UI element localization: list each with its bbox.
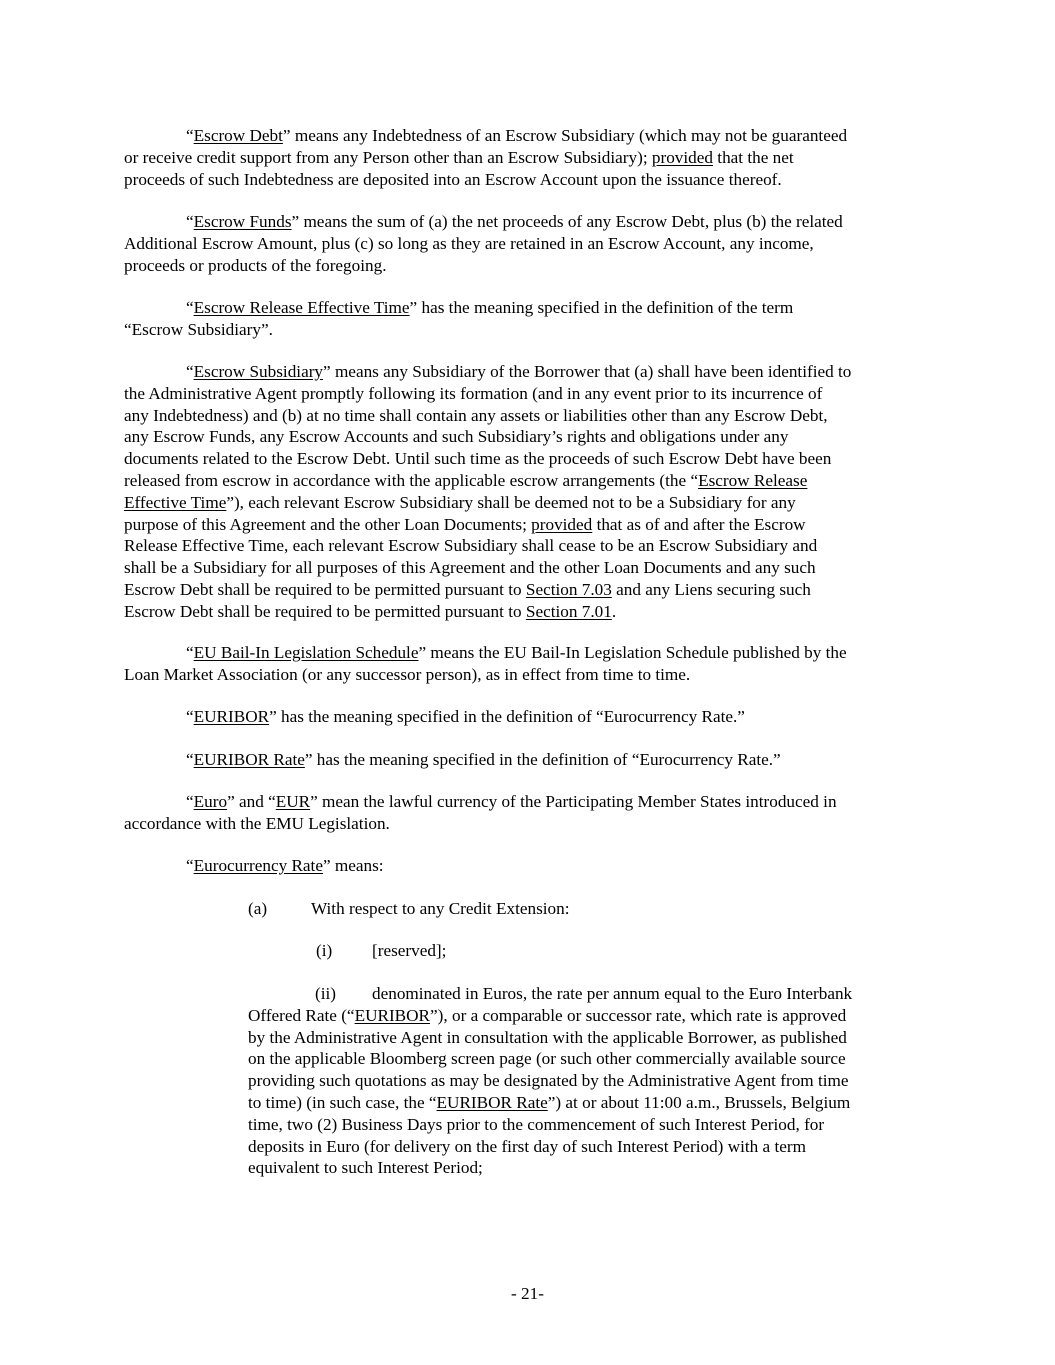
defined-term: EUR bbox=[275, 792, 311, 811]
page-number: - 21- bbox=[511, 1284, 544, 1303]
clause-ii: (ii) denominated in Euros, the rate per annum equal to the Euro Interbank Offered Rate (“EURIBOR”), or a comparable or successor rate, which rate is approved by the Administrative Agent in consultation with the applicable Borrower, as published on the applicable Bloomberg screen page (or such other commercially available source providing such quotations as may be designated by the Administrative Agent from time to time) (in such case, the “EURIBOR Rate”) at or about 11:00 a.m., Brussels, Belgium time, two (2) Business Days prior to the commencement of such Interest Period, for deposits in Euro (for delivery on the first day of such Interest Period) with a term equivalent to such Interest Period; bbox=[248, 984, 853, 1178]
defined-term: Escrow Funds bbox=[193, 212, 292, 231]
section-reference: Section 7.01 bbox=[525, 601, 612, 621]
definition-euro: “Euro” and “EUR” mean the lawful currency of the Participating Member States introduced in accordance with the EMU Legislation. bbox=[124, 792, 837, 833]
clause-label: (a) bbox=[248, 899, 268, 918]
defined-term: Eurocurrency Rate bbox=[193, 856, 323, 875]
definition-eurocurrency-rate: “Eurocurrency Rate” means: bbox=[186, 856, 384, 875]
defined-term: EURIBOR bbox=[354, 1005, 431, 1025]
defined-term: EURIBOR Rate bbox=[436, 1092, 548, 1112]
defined-term: EU Bail-In Legislation Schedule bbox=[193, 643, 419, 662]
clause-label: (ii) bbox=[315, 984, 336, 1003]
defined-term: Escrow Debt bbox=[193, 126, 283, 145]
defined-term: EURIBOR Rate bbox=[193, 750, 305, 769]
clause-a: (a) With respect to any Credit Extension: bbox=[248, 899, 570, 918]
defined-term: Euro bbox=[193, 792, 228, 811]
defined-term: Effective Time bbox=[124, 492, 227, 512]
provided-term: provided bbox=[531, 514, 593, 534]
defined-term: Escrow Subsidiary bbox=[193, 362, 324, 381]
definition-euribor-rate: “EURIBOR Rate” has the meaning specified in the definition of “Eurocurrency Rate.” bbox=[186, 750, 781, 769]
defined-term: EURIBOR bbox=[193, 707, 270, 726]
provided-term: provided bbox=[651, 147, 713, 167]
definition-eu-bail-in-legislation-schedule: “EU Bail-In Legislation Schedule” means the EU Bail-In Legislation Schedule published by the Loan Market Association (or any successor person), as in effect from time to time. bbox=[124, 643, 847, 684]
definition-escrow-funds: “Escrow Funds” means the sum of (a) the net proceeds of any Escrow Debt, plus (b) the related Additional Escrow Amount, plus (c) so long as they are retained in an Escrow Account, any income, proceeds or products of the foregoing. bbox=[124, 212, 843, 275]
definition-escrow-debt: “Escrow Debt” means any Indebtedness of an Escrow Subsidiary (which may not be guaranteed or receive credit support from any Person other than an Escrow Subsidiary); provided that the net proceeds of such Indebtedness are deposited into an Escrow Account upon the issuance thereof. bbox=[124, 126, 848, 189]
definition-euribor: “EURIBOR” has the meaning specified in the definition of “Eurocurrency Rate.” bbox=[186, 707, 745, 726]
clause-i: (i) [reserved]; bbox=[316, 941, 447, 960]
definition-escrow-subsidiary: “Escrow Subsidiary” means any Subsidiary of the Borrower that (a) shall have been identified to the Administrative Agent promptly following its formation (and in any event prior to its incurrence of any Indebtedness) and (b) at no time shall contain any assets or liabilities other than any Escrow Debt, any Escrow Funds, any Escrow Accounts and such Subsidiary’s rights and obligations under any documents related to the Escrow Debt. Until such time as the proceeds of such Escrow Debt have been released from escrow in accordance with the applicable escrow arrangements (the “Escrow Release Effective Time”), each relevant Escrow Subsidiary shall be deemed not to be a Subsidiary for any purpose of this Agreement and the other Loan Documents; provided that as of and after the Escrow Release Effective Time, each relevant Escrow Subsidiary shall cease to be an Escrow Subsidiary and shall be a Subsidiary for all purposes of this Agreement and the other Loan Documents and any such Escrow Debt shall be required to be permitted pursuant to Section 7.03 and any Liens securing such Escrow Debt shall be required to be permitted pursuant to Section 7.01. bbox=[124, 362, 852, 621]
clause-label: (i) bbox=[316, 941, 333, 960]
definition-escrow-release-effective-time: “Escrow Release Effective Time” has the meaning specified in the definition of the term “Escrow Subsidiary”. bbox=[124, 298, 794, 339]
defined-term: Escrow Release bbox=[698, 470, 808, 490]
section-reference: Section 7.03 bbox=[525, 579, 612, 599]
defined-term: Escrow Release Effective Time bbox=[193, 298, 410, 317]
